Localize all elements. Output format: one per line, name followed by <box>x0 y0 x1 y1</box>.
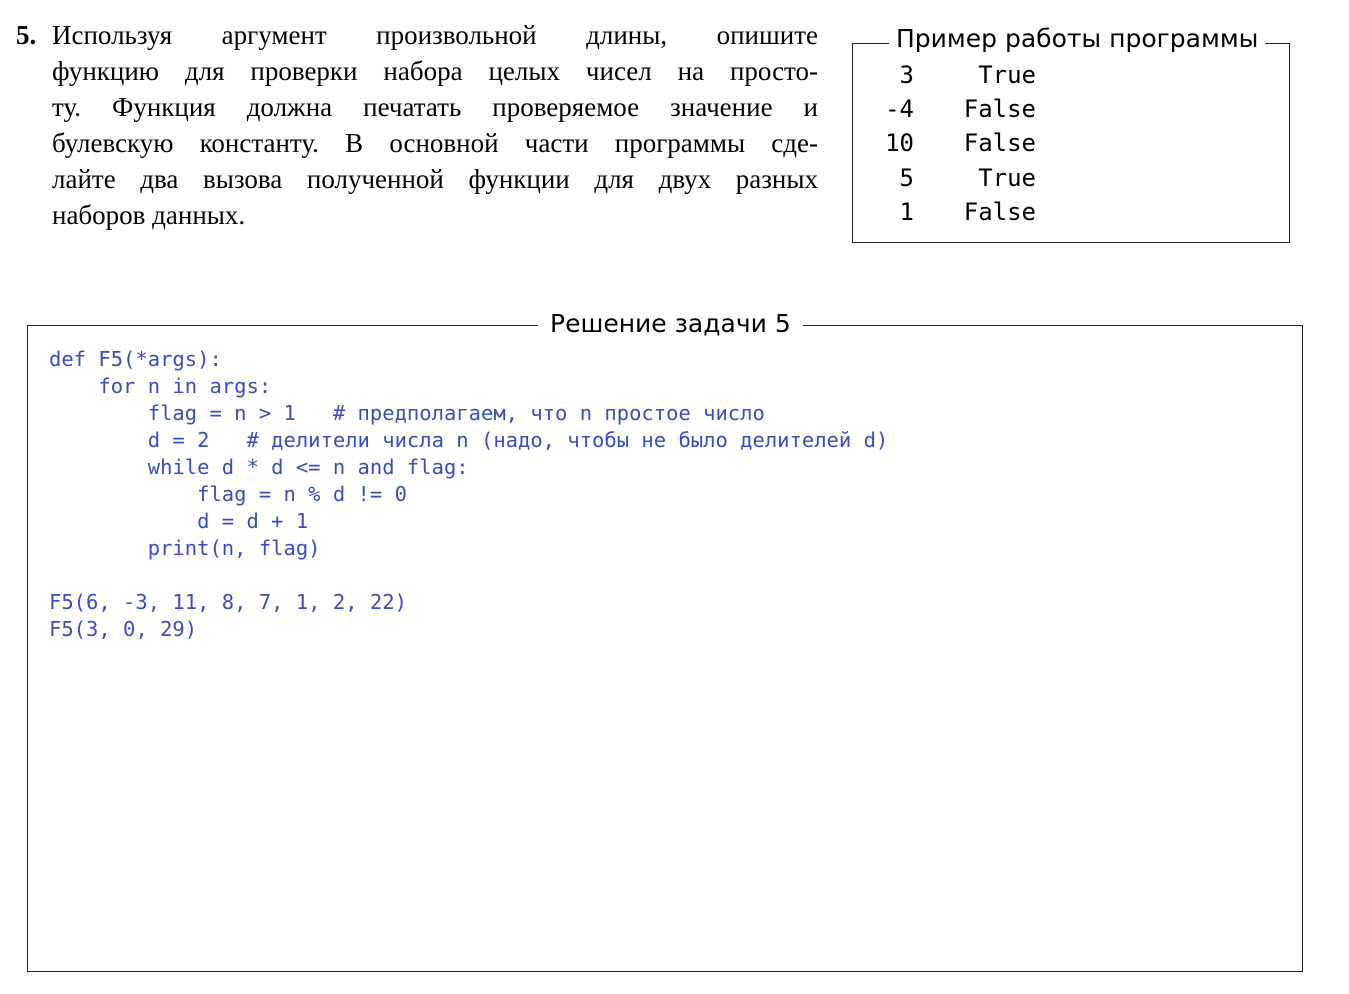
example-number: 1 <box>899 198 914 226</box>
example-number: -4 <box>885 95 914 123</box>
code-line: flag = n % d != 0 <box>49 482 407 506</box>
task-text-line: ту. Функция должна печатать проверяемое значение и <box>52 92 818 122</box>
code-line: F5(3, 0, 29) <box>49 617 198 641</box>
solution-title: Решение задачи 5 <box>538 305 803 343</box>
example-value: False <box>963 198 1036 226</box>
example-value: False <box>963 129 1036 157</box>
task-number: 5. <box>16 20 37 50</box>
task-text-line: наборов данных. <box>52 200 246 230</box>
code-line: def F5(*args): <box>49 347 222 371</box>
task-text-line: функцию для проверки набора целых чисел на просто- <box>52 56 818 86</box>
code-listing <box>49 346 888 643</box>
code-line: flag = n > 1 # предполагаем, что n простое число <box>49 401 765 425</box>
code-line: d = d + 1 <box>49 509 309 533</box>
code-line <box>49 562 888 589</box>
example-value: True <box>978 164 1036 192</box>
task-text-line: лайте два вызова полученной функции для двух разных <box>52 164 818 194</box>
example-number: 5 <box>899 164 914 192</box>
task-text-line: булевскую константу. В основной части программы сде- <box>52 128 818 158</box>
example-value: True <box>978 61 1036 89</box>
code-line: while d * d <= n and flag: <box>49 455 469 479</box>
example-number: 10 <box>885 129 914 157</box>
example-number: 3 <box>899 61 914 89</box>
task-text-line: Используя аргумент произвольной длины, опишите <box>52 20 818 50</box>
example-title: Пример работы программы <box>889 20 1265 58</box>
code-line: print(n, flag) <box>49 536 321 560</box>
example-value: False <box>963 95 1036 123</box>
example-box <box>852 24 1290 243</box>
solution-box <box>27 309 1303 972</box>
task-text <box>52 17 818 233</box>
code-line: d = 2 # делители числа n (надо, чтобы не было делителей d) <box>49 428 889 452</box>
code-line: F5(6, -3, 11, 8, 7, 1, 2, 22) <box>49 590 407 614</box>
code-line: for n in args: <box>49 374 272 398</box>
